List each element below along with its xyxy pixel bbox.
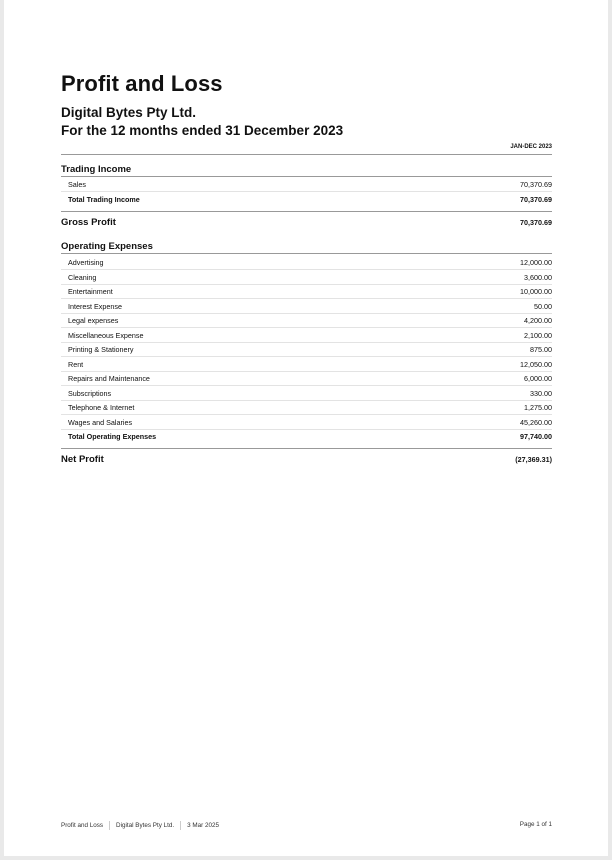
gross-profit-value: 70,370.69 (520, 218, 552, 227)
table-row (61, 255, 552, 270)
row-value: 3,600.00 (524, 272, 552, 282)
report-title: Profit and Loss (61, 71, 223, 96)
row-label: Entertainment (68, 287, 113, 296)
table-row (61, 371, 552, 386)
row-value: 97,740.00 (520, 432, 552, 441)
header-divider (61, 154, 552, 155)
row-value: 12,050.00 (520, 359, 552, 369)
row-value: 70,370.69 (520, 180, 552, 189)
row-value: 4,200.00 (524, 316, 552, 325)
row-value: 875.00 (530, 345, 552, 354)
total-operating-expenses-row (61, 429, 552, 443)
row-value: 2,100.00 (524, 330, 552, 340)
row-label: Subscriptions (68, 388, 112, 398)
gross-profit-label: Gross Profit (61, 217, 116, 228)
page-footer (61, 821, 552, 830)
section-title-trading-income: Trading Income (61, 164, 552, 177)
footer-divider (109, 821, 110, 830)
table-row (61, 386, 552, 401)
row-label: Total Operating Expenses (68, 432, 157, 441)
table-row (61, 342, 552, 357)
column-header: JAN-DEC 2023 (510, 144, 552, 150)
footer-company: Digital Bytes Pty Ltd. (116, 822, 175, 830)
table-row (61, 415, 552, 430)
footer-report-name: Profit and Loss (61, 822, 104, 830)
table-row (61, 177, 552, 192)
net-profit-label: Net Profit (61, 454, 104, 465)
table-row (61, 270, 552, 285)
row-value: 50.00 (534, 301, 552, 311)
row-value: 12,000.00 (520, 258, 552, 267)
row-label: Miscellaneous Expense (68, 330, 144, 340)
table-row (61, 357, 552, 372)
row-label: Interest Expense (68, 301, 122, 311)
total-trading-income-row (61, 192, 552, 206)
table-row (61, 313, 552, 328)
row-value: 10,000.00 (520, 287, 552, 296)
table-row (61, 328, 552, 343)
footer-date: 3 Mar 2025 (187, 822, 219, 830)
table-row (61, 299, 552, 314)
row-label: Cleaning (68, 272, 97, 282)
net-profit-value: (27,369.31) (515, 455, 552, 464)
footer-page-number: Page 1 of 1 (519, 821, 552, 828)
section-title-operating-expenses: Operating Expenses (61, 241, 552, 254)
row-label: Telephone & Internet (68, 403, 135, 412)
net-profit-row (61, 448, 552, 470)
row-label: Advertising (68, 258, 104, 267)
footer-divider (180, 821, 181, 830)
row-label: Rent (68, 359, 84, 369)
row-value: 330.00 (530, 388, 552, 398)
report-page (4, 0, 608, 856)
row-value: 6,000.00 (524, 374, 552, 383)
company-name: Digital Bytes Pty Ltd. (61, 105, 197, 120)
row-label: Total Trading Income (68, 195, 140, 204)
row-value: 1,275.00 (524, 403, 552, 412)
row-value: 70,370.69 (520, 195, 552, 204)
report-period: For the 12 months ended 31 December 2023 (61, 123, 344, 138)
row-label: Printing & Stationery (68, 345, 134, 354)
row-value: 45,260.00 (520, 417, 552, 427)
table-row (61, 400, 552, 415)
row-label: Legal expenses (68, 316, 119, 325)
row-label: Wages and Salaries (68, 417, 133, 427)
row-label: Repairs and Maintenance (68, 374, 150, 383)
table-row (61, 284, 552, 299)
gross-profit-row (61, 211, 552, 233)
row-label: Sales (68, 180, 86, 189)
